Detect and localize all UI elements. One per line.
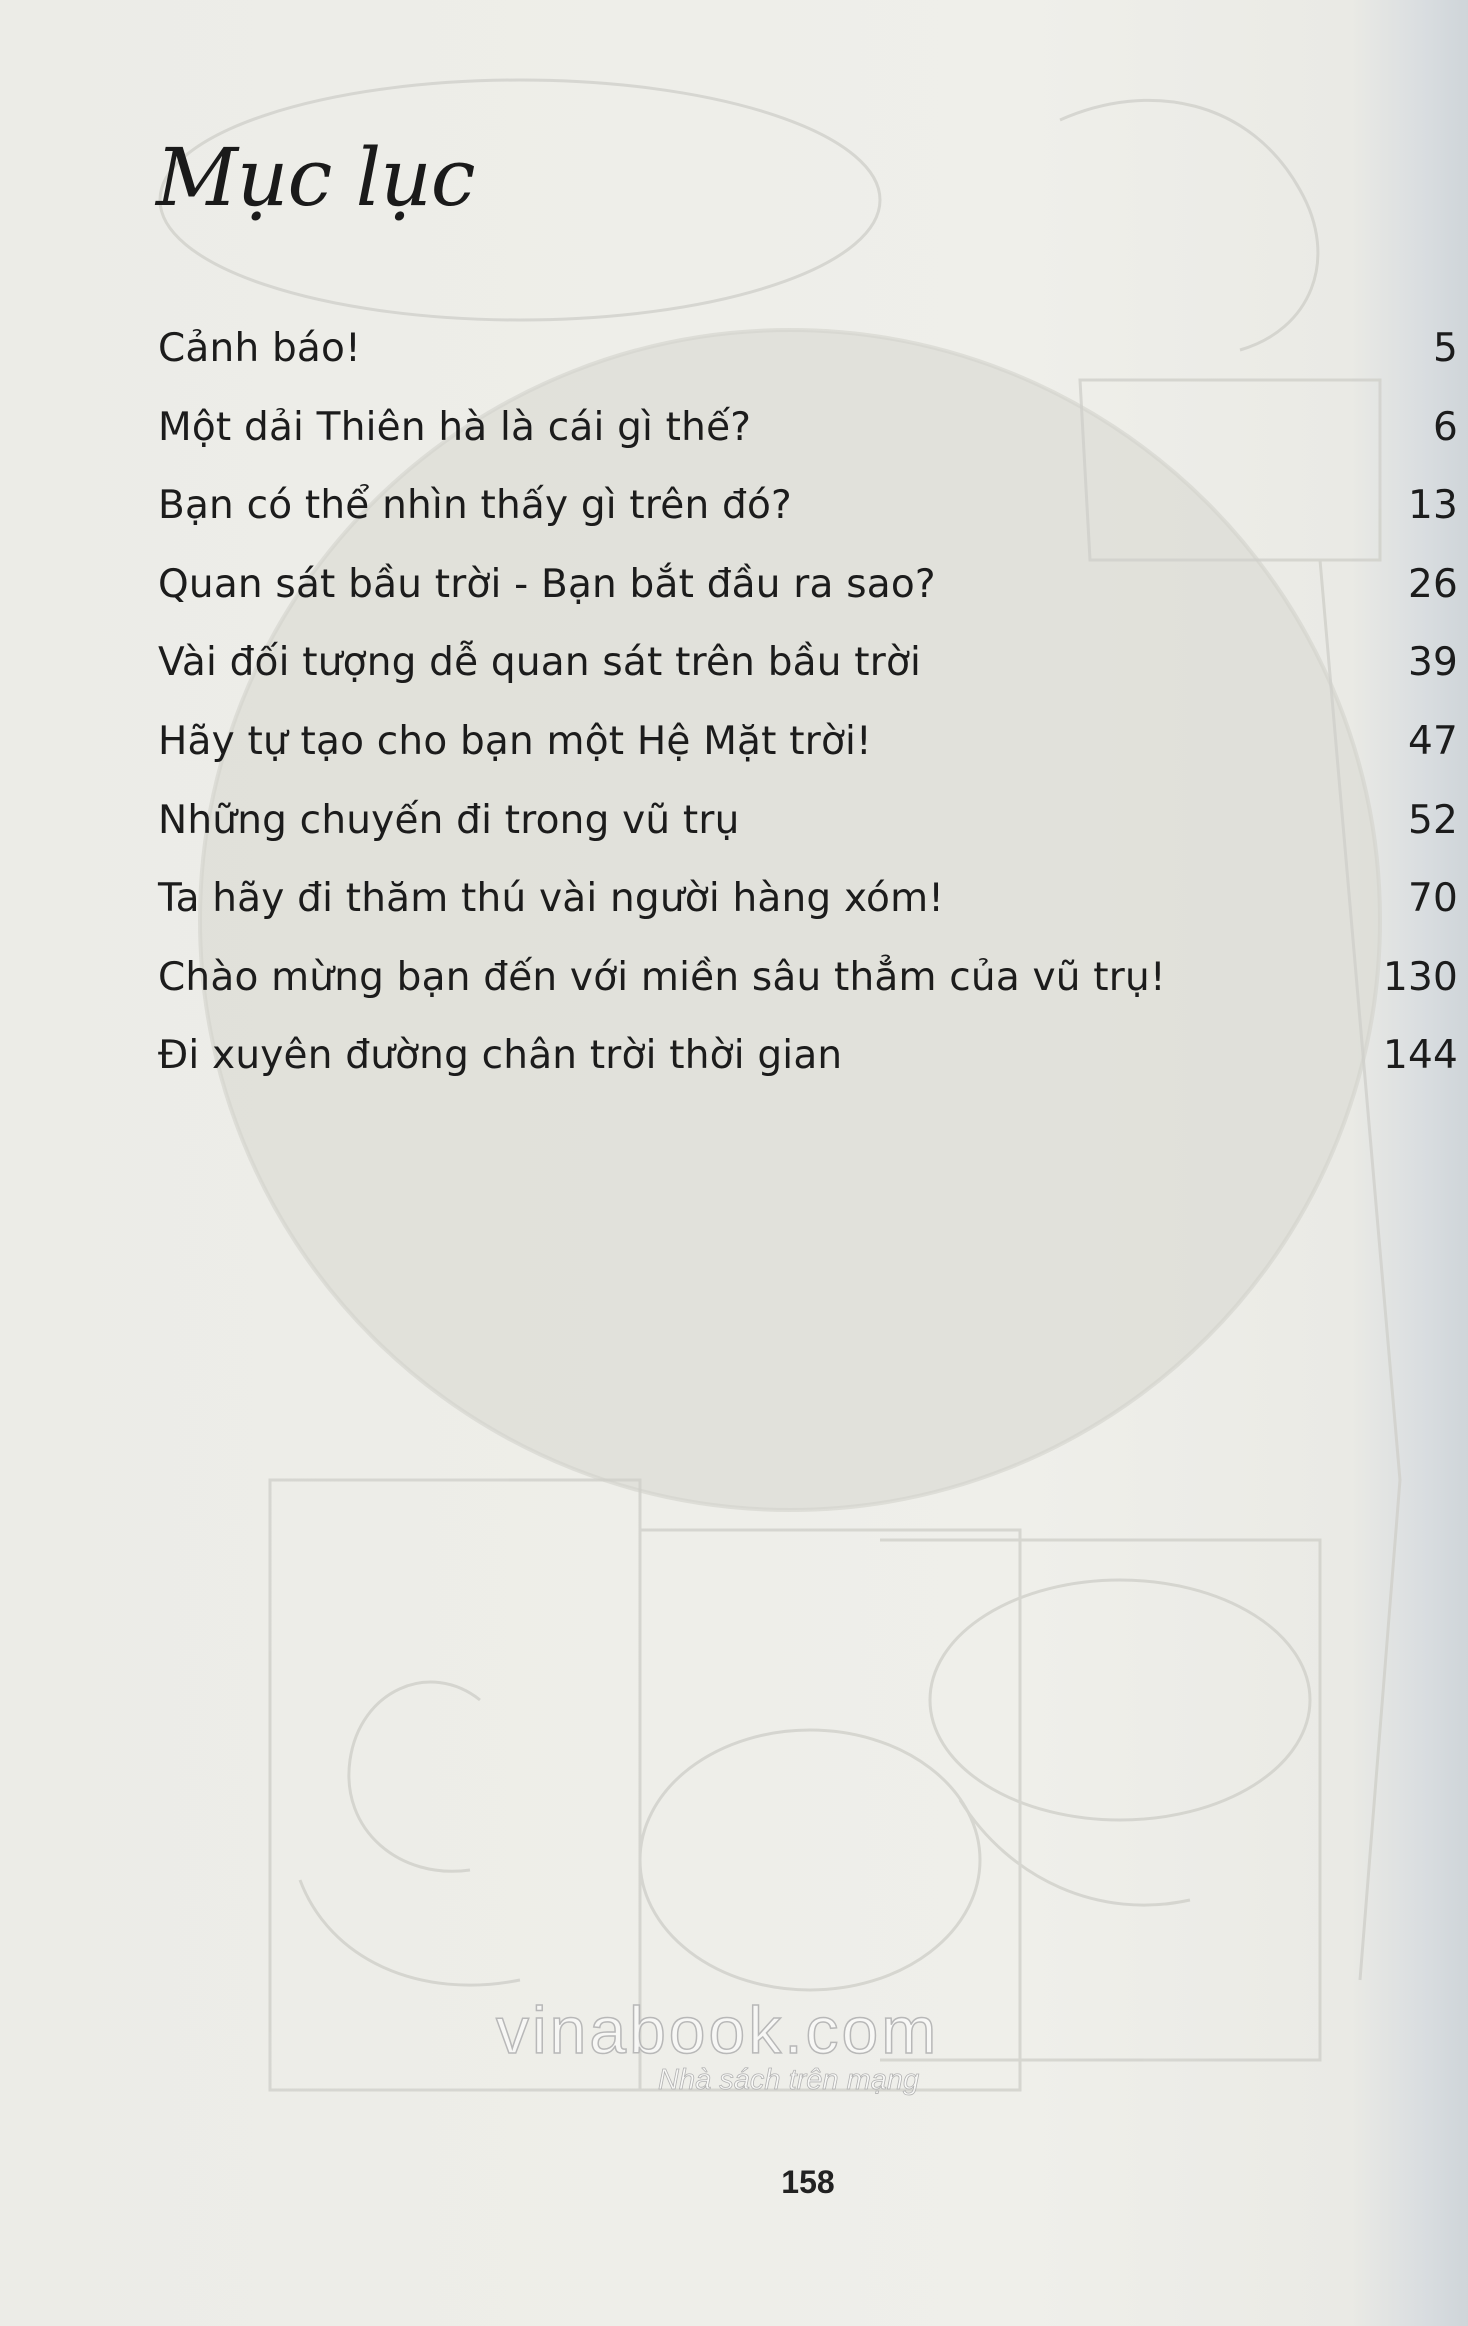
toc-entry-title: Hãy tự tạo cho bạn một Hệ Mặt trời! [158,718,872,764]
toc-entry [158,711,1458,790]
toc-entry [158,554,1458,633]
table-of-contents [158,318,1458,1104]
toc-entry-title: Bạn có thể nhìn thấy gì trên đó? [158,483,792,529]
toc-entry [158,1025,1458,1104]
toc-entry [158,397,1458,476]
toc-entry-title: Đi xuyên đường chân trời thời gian [158,1033,843,1079]
toc-entry-title: Cảnh báo! [158,326,361,371]
toc-entry [158,475,1458,554]
toc-entry [158,868,1458,947]
toc-entry [158,790,1458,869]
toc-entry [158,947,1458,1026]
toc-entry-title: Vài đối tượng dễ quan sát trên bầu trời [158,640,922,686]
toc-entry-page: 70 [1407,876,1458,922]
toc-entry [158,632,1458,711]
toc-entry-title: Những chuyến đi trong vũ trụ [158,797,740,843]
toc-entry-page: 52 [1407,797,1458,843]
toc-entry-page: 6 [1432,404,1458,450]
toc-entry-page: 5 [1432,326,1458,371]
toc-entry-page: 47 [1407,718,1458,764]
toc-entry [158,318,1458,397]
page-title: Mục lục [156,131,475,224]
page-number: 158 [781,2164,835,2200]
toc-entry-title: Một dải Thiên hà là cái gì thế? [158,404,752,450]
toc-entry-page: 130 [1382,954,1458,1000]
toc-entry-page: 144 [1382,1033,1458,1079]
toc-entry-page: 13 [1407,483,1458,529]
watermark-site: vinabook.com [496,1993,940,2067]
watermark-tagline: Nhà sách trên mạng [658,2064,920,2096]
toc-entry-page: 39 [1407,640,1458,686]
toc-entry-title: Quan sát bầu trời - Bạn bắt đầu ra sao? [158,561,936,607]
toc-entry-title: Ta hãy đi thăm thú vài người hàng xóm! [158,876,945,922]
toc-entry-title: Chào mừng bạn đến với miền sâu thẳm của vũ trụ! [158,954,1166,1000]
toc-entry-page: 26 [1407,561,1458,607]
